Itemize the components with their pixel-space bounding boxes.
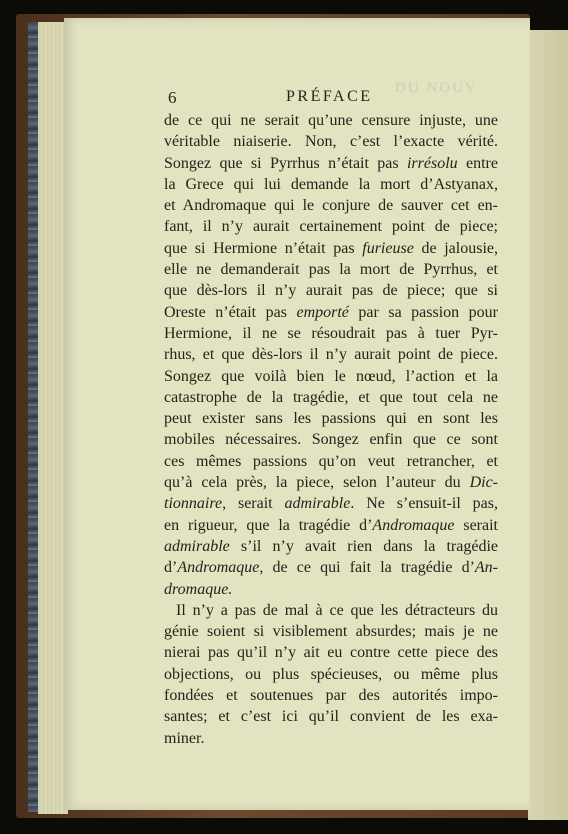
text-line: admirable s’il n’y avait rien dans la tragédie — [164, 537, 498, 555]
text-line: que si Hermione n’était pas furieuse de jalousie, — [164, 239, 498, 257]
text-line: Songez que voilà bien le nœud, l’action et la — [164, 367, 498, 385]
page-header — [168, 88, 498, 108]
text-line: Oreste n’était pas emporté par sa passion pour — [164, 303, 499, 321]
text-line: que dès-lors il n’y aurait pas de piece; que si — [164, 282, 498, 300]
text-line: catastrophe de la tragédie, et que tout cela ne — [164, 388, 498, 406]
text-line: mobiles nécessaires. Songez enfin que ce sont — [164, 431, 498, 449]
text-line: Hermione, il ne se résoudrait pas à tuer Pyr- — [164, 324, 498, 342]
running-head: PRÉFACE — [286, 88, 373, 105]
text-line: nierai pas qu’il n’y ait eu contre cette piece des — [164, 644, 498, 662]
body-text — [164, 110, 498, 749]
text-line: fant, il n’y aurait certainement point de piece; — [164, 218, 498, 236]
text-line: et Andromaque qui le conjure de sauver cet en- — [164, 197, 498, 215]
text-line: dromaque. — [164, 580, 233, 598]
text-line: elle ne demanderait pas la mort de Pyrrhus, et — [164, 261, 498, 279]
text-line: objections, ou plus spécieuses, ou même plus — [164, 665, 498, 683]
text-line: en rigueur, que la tragédie d’Andromaque serait — [164, 516, 498, 534]
text-line: miner. — [164, 729, 205, 747]
text-line: Il n’y a pas de mal à ce que les détracteurs du — [176, 601, 498, 619]
text-line: rhus, et que dès-lors il n’y aurait point de piece. — [164, 346, 498, 364]
text-line: de ce qui ne serait qu’une censure injuste, une — [164, 112, 498, 129]
text-line: la Grece qui lui demande la mort d’Astyanax, — [164, 175, 498, 193]
text-line: Songez que si Pyrrhus n’était pas irrésolu entre — [164, 154, 498, 172]
facing-page-edge — [528, 30, 568, 820]
text-line: santes; et c’est ici qu’il convient de les exa- — [164, 708, 498, 726]
text-line: fondées et soutenues par des autorités impo- — [164, 687, 498, 705]
text-line: génie soient si visiblement absurdes; mais je ne — [164, 623, 498, 641]
text-line: ces mêmes passions qu’on veut retrancher, et — [164, 452, 498, 470]
text-line: d’Andromaque, de ce qui fait la tragédie d’An- — [164, 559, 498, 577]
text-line: peut exister sans les passions qui en sont les — [164, 410, 498, 428]
bleed-through-text: DU NOUV — [395, 80, 478, 96]
text-line: qu’à cela près, la piece, selon l’auteur du Dic- — [164, 474, 498, 492]
text-line: véritable niaiserie. Non, c’est l’exacte vérité. — [164, 133, 498, 151]
page-number: 6 — [168, 88, 177, 107]
text-line: tionnaire, serait admirable. Ne s’ensuit-il pas, — [164, 495, 498, 513]
